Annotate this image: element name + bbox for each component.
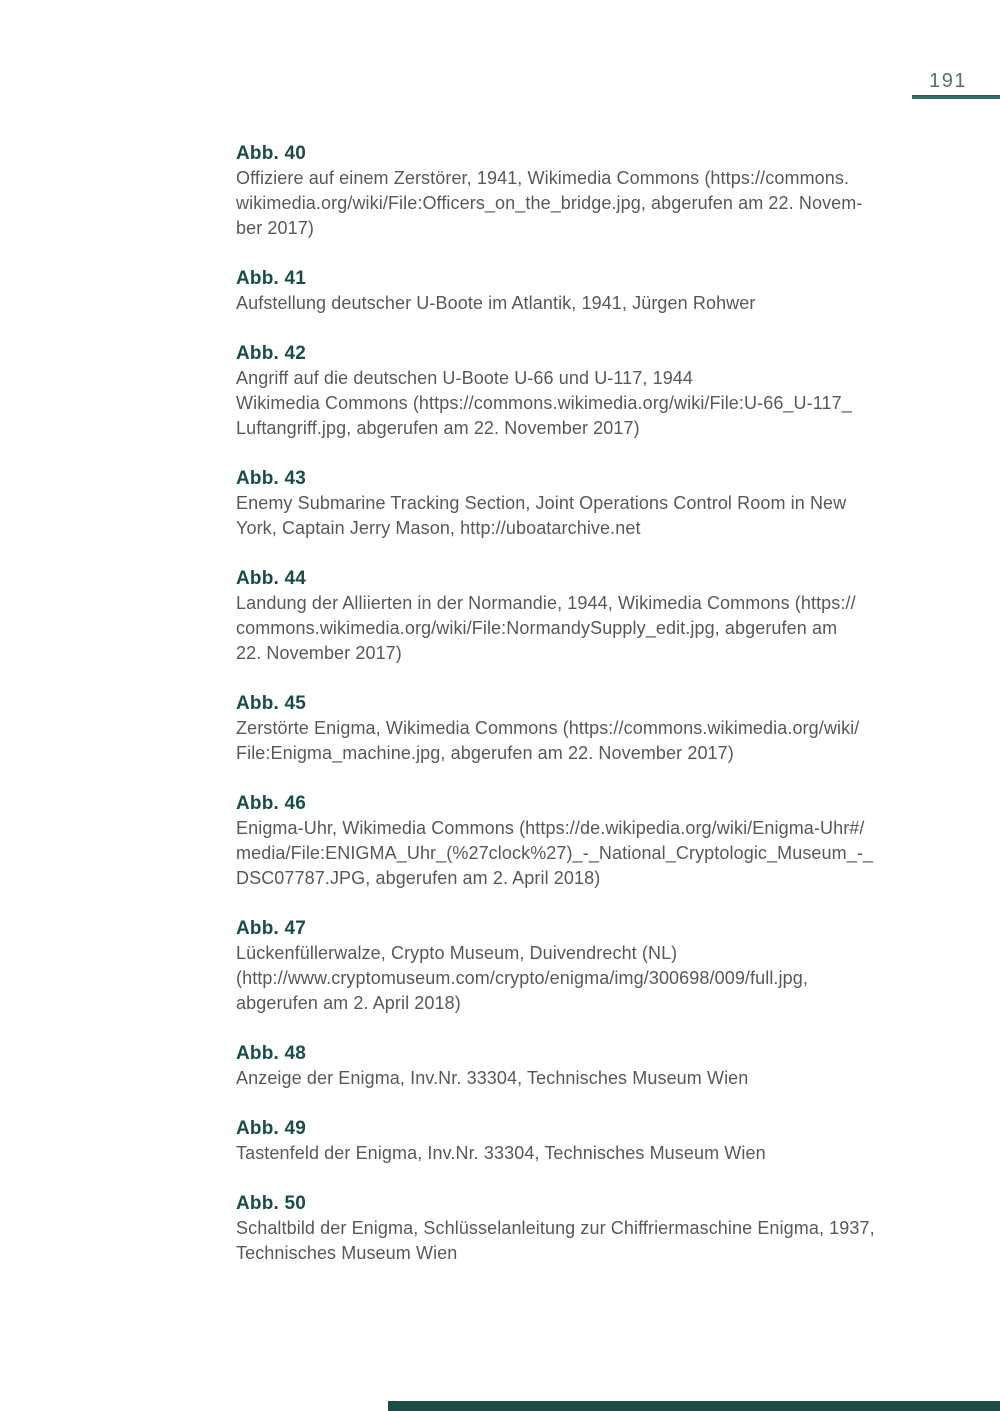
figure-credit-entry — [236, 566, 936, 666]
figure-caption — [236, 166, 936, 241]
figure-credit-entry — [236, 466, 936, 541]
figure-label: Abb. 43 — [236, 468, 307, 489]
figure-label: Abb. 44 — [236, 568, 307, 589]
entry-line: Anzeige der Enigma, Inv.Nr. 33304, Technisches Museum Wien — [236, 1068, 749, 1088]
figure-caption — [236, 291, 936, 316]
figure-caption — [236, 491, 936, 541]
figure-credits-list — [236, 141, 936, 1291]
entry-line: Technisches Museum Wien — [236, 1243, 458, 1263]
figure-credit-entry — [236, 691, 936, 766]
figure-label: Abb. 49 — [236, 1118, 307, 1139]
entry-line: Tastenfeld der Enigma, Inv.Nr. 33304, Technisches Museum Wien — [236, 1143, 766, 1163]
entry-line: Wikimedia Commons (https://commons.wikimedia.org/wiki/File:U-66_U-117_ — [236, 393, 852, 413]
entry-line: Zerstörte Enigma, Wikimedia Commons (https://commons.wikimedia.org/wiki/ — [236, 718, 860, 738]
figure-credit-entry — [236, 141, 936, 241]
figure-credit-entry — [236, 791, 936, 891]
figure-caption — [236, 716, 936, 766]
figure-caption — [236, 1216, 936, 1266]
figure-caption — [236, 591, 936, 666]
figure-caption — [236, 366, 936, 441]
entry-line: DSC07787.JPG, abgerufen am 2. April 2018) — [236, 868, 601, 888]
figure-credit-entry — [236, 266, 936, 316]
figure-label: Abb. 50 — [236, 1193, 307, 1214]
entry-line: Landung der Alliierten in der Normandie, 1944, Wikimedia Commons (https:// — [236, 593, 856, 613]
entry-line: Enemy Submarine Tracking Section, Joint Operations Control Room in New — [236, 493, 847, 513]
page-number: 191 — [929, 70, 967, 92]
entry-line: abgerufen am 2. April 2018) — [236, 993, 461, 1013]
figure-credit-entry — [236, 1191, 936, 1266]
entry-line: wikimedia.org/wiki/File:Officers_on_the_bridge.jpg, abgerufen am 22. Novem- — [236, 193, 863, 213]
entry-line: York, Captain Jerry Mason, http://uboatarchive.net — [236, 518, 641, 538]
entry-line: 22. November 2017) — [236, 643, 402, 663]
entry-line: Enigma-Uhr, Wikimedia Commons (https://de.wikipedia.org/wiki/Enigma-Uhr#/ — [236, 818, 865, 838]
header-rule — [912, 95, 1000, 99]
figure-credit-entry — [236, 1041, 936, 1091]
entry-line: Schaltbild der Enigma, Schlüsselanleitung zur Chiffriermaschine Enigma, 1937, — [236, 1218, 875, 1238]
figure-caption — [236, 816, 936, 891]
entry-line: Angriff auf die deutschen U-Boote U-66 und U-117, 1944 — [236, 368, 694, 388]
entry-line: Lückenfüllerwalze, Crypto Museum, Duivendrecht (NL) — [236, 943, 678, 963]
entry-line: media/File:ENIGMA_Uhr_(%27clock%27)_-_National_Cryptologic_Museum_-_ — [236, 843, 874, 863]
figure-credit-entry — [236, 1116, 936, 1166]
entry-line: (http://www.cryptomuseum.com/crypto/enigma/img/300698/009/full.jpg, — [236, 968, 808, 988]
figure-label: Abb. 48 — [236, 1043, 307, 1064]
figure-caption — [236, 941, 936, 1016]
figure-caption — [236, 1141, 936, 1166]
figure-label: Abb. 40 — [236, 143, 307, 164]
entry-line: Aufstellung deutscher U-Boote im Atlantik, 1941, Jürgen Rohwer — [236, 293, 756, 313]
entry-line: Luftangriff.jpg, abgerufen am 22. November 2017) — [236, 418, 640, 438]
figure-label: Abb. 45 — [236, 693, 307, 714]
figure-caption — [236, 1066, 936, 1091]
entry-line: commons.wikimedia.org/wiki/File:NormandySupply_edit.jpg, abgerufen am — [236, 618, 838, 638]
entry-line: File:Enigma_machine.jpg, abgerufen am 22. November 2017) — [236, 743, 734, 763]
entry-line: ber 2017) — [236, 218, 314, 238]
figure-credit-entry — [236, 916, 936, 1016]
figure-label: Abb. 41 — [236, 268, 307, 289]
figure-label: Abb. 42 — [236, 343, 307, 364]
figure-credit-entry — [236, 341, 936, 441]
figure-label: Abb. 47 — [236, 918, 307, 939]
entry-line: Offiziere auf einem Zerstörer, 1941, Wikimedia Commons (https://commons. — [236, 168, 850, 188]
figure-label: Abb. 46 — [236, 793, 307, 814]
footer-bar — [388, 1401, 1000, 1411]
